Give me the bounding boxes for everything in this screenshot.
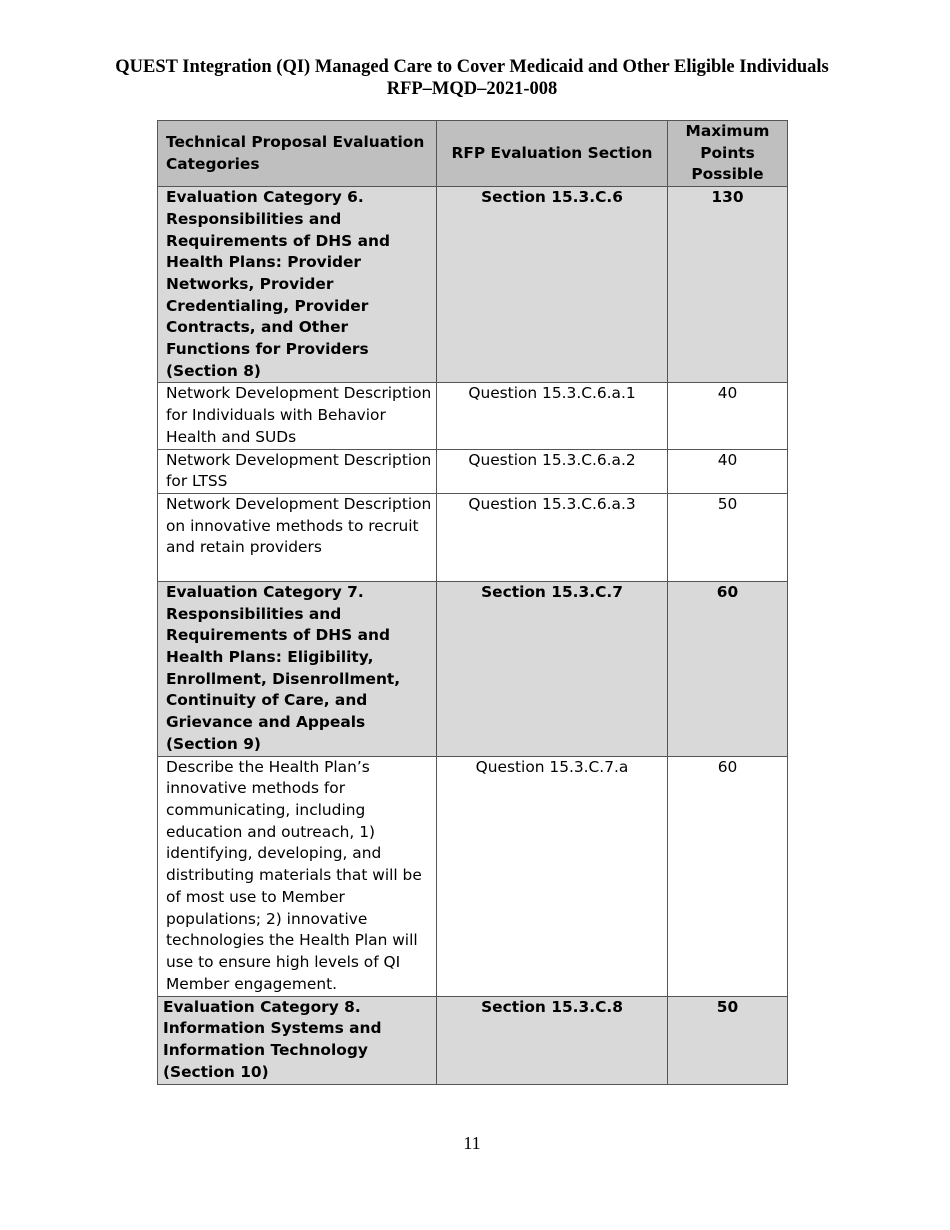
max-points: 50 bbox=[668, 493, 788, 581]
page-number: 11 bbox=[463, 1133, 481, 1153]
table-row bbox=[158, 756, 788, 996]
max-points: 40 bbox=[668, 383, 788, 449]
table-row bbox=[158, 187, 788, 383]
document-header bbox=[0, 56, 944, 100]
column-header-categories: Technical Proposal Evaluation Categories bbox=[158, 121, 437, 187]
max-points: 60 bbox=[668, 581, 788, 756]
table-row bbox=[158, 449, 788, 493]
table-row bbox=[158, 581, 788, 756]
evaluation-section: Section 15.3.C.6 bbox=[437, 187, 668, 383]
evaluation-section: Section 15.3.C.7 bbox=[437, 581, 668, 756]
evaluation-table bbox=[157, 120, 788, 1085]
table-row bbox=[158, 383, 788, 449]
evaluation-section: Question 15.3.C.6.a.1 bbox=[437, 383, 668, 449]
document-title: QUEST Integration (QI) Managed Care to Cover Medicaid and Other Eligible Individuals bbox=[115, 57, 829, 77]
max-points: 50 bbox=[668, 996, 788, 1084]
max-points: 40 bbox=[668, 449, 788, 493]
rfp-number: RFP–MQD–2021-008 bbox=[386, 79, 558, 99]
evaluation-section: Question 15.3.C.7.a bbox=[437, 756, 668, 996]
category-description: Evaluation Category 7. Responsibilities and Requirements of DHS and Health Plans: Eligibility, Enrollment, Disenrollment, Continuity of Care, and Grievance and Appeals (Section 9) bbox=[158, 581, 437, 756]
category-description: Evaluation Category 8. Information Systems and Information Technology (Section 10) bbox=[158, 996, 437, 1084]
max-points: 130 bbox=[668, 187, 788, 383]
item-description: Network Development Description for Individuals with Behavior Health and SUDs bbox=[158, 383, 437, 449]
category-description: Evaluation Category 6. Responsibilities and Requirements of DHS and Health Plans: Provider Networks, Provider Credentialing, Provider Contracts, and Other Functions for Providers (Section 8) bbox=[158, 187, 437, 383]
item-description: Network Development Description for LTSS bbox=[158, 449, 437, 493]
item-description: Describe the Health Plan’s innovative methods for communicating, including education and outreach, 1) identifying, developing, and distributing materials that will be of most use to Member populations; 2) innovative technologies the Health Plan will use to ensure high levels of QI Member engagement. bbox=[158, 756, 437, 996]
table-header-row bbox=[158, 121, 788, 187]
max-points: 60 bbox=[668, 756, 788, 996]
column-header-points: Maximum Points Possible bbox=[668, 121, 788, 187]
evaluation-section: Question 15.3.C.6.a.2 bbox=[437, 449, 668, 493]
column-header-section: RFP Evaluation Section bbox=[437, 121, 668, 187]
table-row bbox=[158, 996, 788, 1084]
evaluation-section: Section 15.3.C.8 bbox=[437, 996, 668, 1084]
evaluation-section: Question 15.3.C.6.a.3 bbox=[437, 493, 668, 581]
table-row bbox=[158, 493, 788, 581]
item-description: Network Development Description on innovative methods to recruit and retain providers bbox=[158, 493, 437, 581]
